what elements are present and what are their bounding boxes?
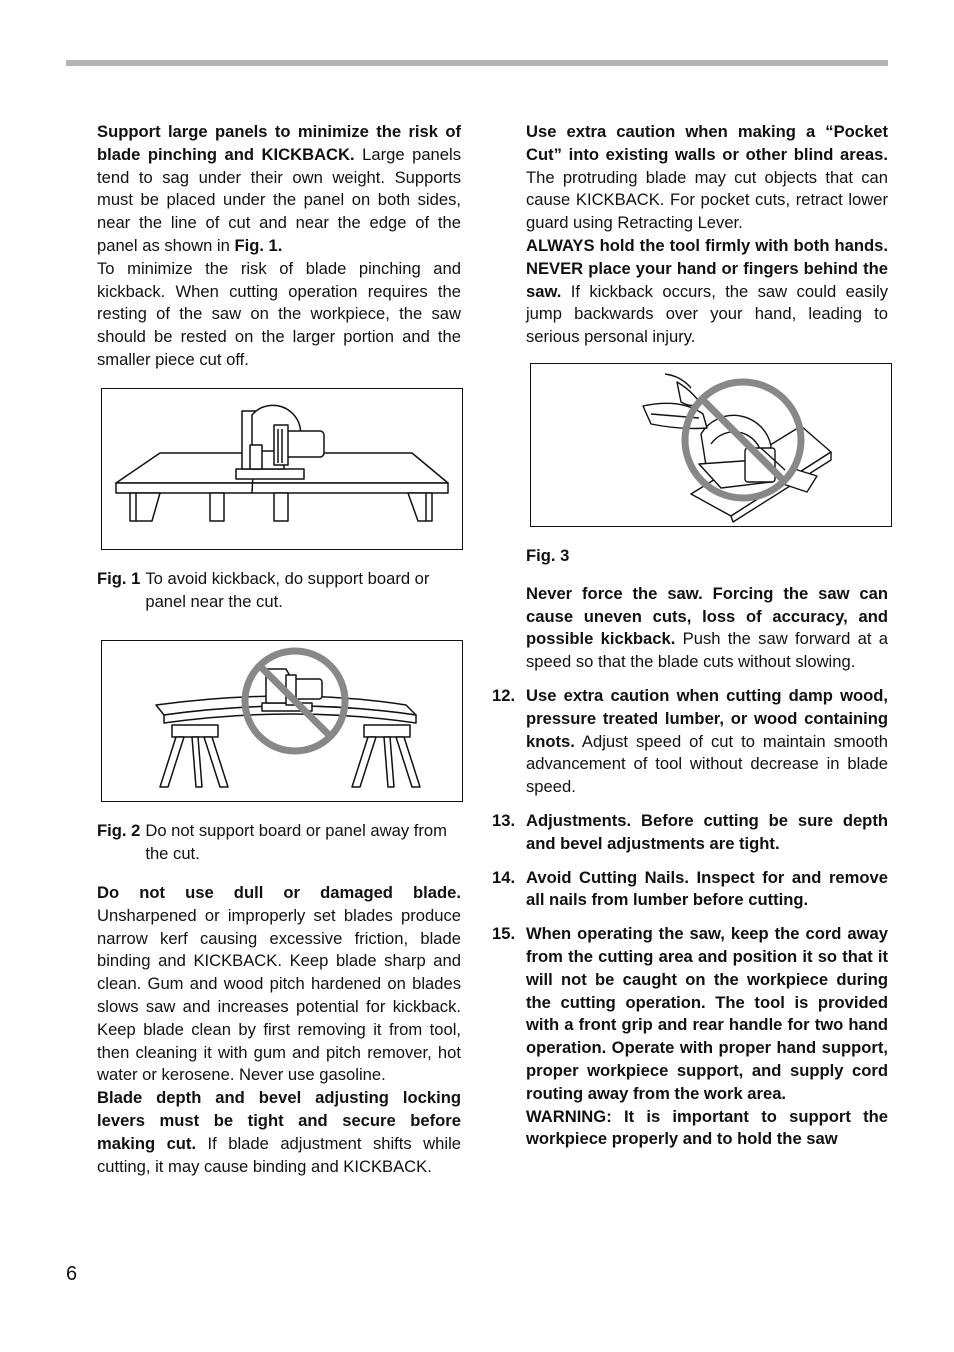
right-column (492, 121, 888, 1151)
paragraph-pocket-cut: Use extra caution when making a “Pocket Cut” into existing walls or other blind areas. The protruding blade may cut objects that can cause KICKBACK. For pocket cuts, retract lower guard using Retracting Lever. (526, 122, 888, 233)
list-number-14: 14. (492, 867, 516, 887)
figure-2-label: Fig. 2 (97, 821, 141, 841)
top-rule (66, 60, 888, 66)
figure-2-caption (97, 820, 461, 866)
figure-1-image (101, 388, 463, 550)
paragraph-dull-blade: Do not use dull or damaged blade. Unsharpened or improperly set blades produce narrow kerf causing excessive friction, blade binding and KICKBACK. Keep blade sharp and clean. Gum and wood pitch hardened on blades slows saw and increases potential for kickback. Keep blade clean by first removing it from tool, then cleaning it with gum and pitch remover, hot water or kerosene. Never use gasoline. (97, 882, 461, 1085)
paragraph-locking-levers: Blade depth and bevel adjusting locking levers must be tight and secure before making cut. If blade adjustment shifts while cutting, it may cause binding and KICKBACK. (97, 1088, 461, 1176)
warning-text: WARNING: It is important to support the workpiece properly and to hold the saw (526, 1106, 888, 1149)
figure-1-caption (97, 568, 461, 614)
paragraph-support-panels: Support large panels to minimize the risk of blade pinching and KICKBACK. Large panels tend to sag under their own weight. Supports must be placed under the panel on both sides, near the line of cut and near the edge of the panel as shown in Fig. 1. (97, 122, 461, 255)
list-number-12: 12. (492, 685, 516, 705)
paragraph-minimize-risk: To minimize the risk of blade pinching and kickback. When cutting operation requires the resting of the saw on the workpiece, the saw should be rested on the larger portion and the smaller piece cut off. (97, 258, 461, 369)
list-item-13: 13. Adjustments. Before cutting be sure depth and bevel adjustments are tight. (492, 810, 888, 853)
figure-2-image (101, 640, 463, 802)
list-item-15: 15. When operating the saw, keep the cord away from the cutting area and position it so that it will not be caught on the workpiece during the cutting operation. The tool is provided with a front grip and rear handle for two hand operation. Operate with proper hand support, proper workpiece support, and supply cord routing away from the work area. WARNING: It is important to support the workpiece properly and to hold the saw (526, 923, 888, 1151)
figure-1-label: Fig. 1 (97, 568, 141, 588)
list-item-12: 12. Use extra caution when cutting damp wood, pressure treated lumber, or wood containing knots. Adjust speed of cut to maintain smooth advancement of tool without decrease in blade speed. (492, 685, 888, 797)
paragraph-never-force: Never force the saw. Forcing the saw can cause uneven cuts, loss of accuracy, and possible kickback. Push the saw forward at a speed so that the blade cuts without slowing. (526, 583, 888, 672)
figure-1-caption-text: To avoid kickback, do support board or panel near the cut. (145, 568, 430, 611)
figure-3-label: Fig. 3 (526, 545, 570, 565)
list-item-14: 14. Avoid Cutting Nails. Inspect for and remove all nails from lumber before cutting. (492, 867, 888, 910)
paragraph-both-hands: ALWAYS hold the tool firmly with both hands. NEVER place your hand or fingers behind the saw. If kickback occurs, the saw could easily jump backwards over your hand, leading to serious personal injury. (526, 235, 888, 347)
list-number-15: 15. (492, 924, 516, 944)
figure-3-image (530, 363, 892, 527)
list-number-13: 13. (492, 810, 516, 830)
left-column (97, 121, 461, 1178)
figure-2-caption-text: Do not support board or panel away from the cut. (145, 821, 447, 864)
page-number: 6 (66, 1263, 78, 1285)
